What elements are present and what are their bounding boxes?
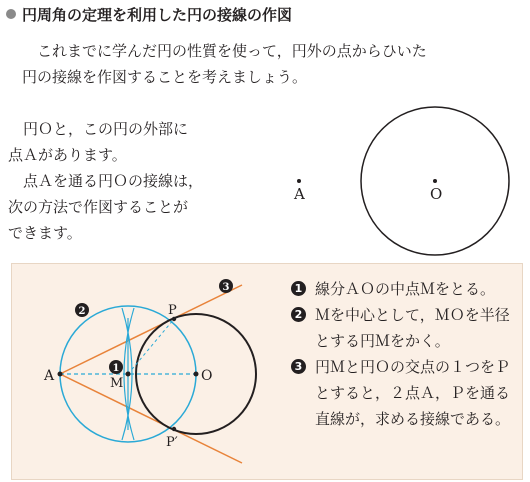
step-2-text: Ｍを中心として，ＭＯを半径とする円Ｍをかく。 [315, 306, 510, 350]
step-3-number: 3 [291, 359, 306, 374]
step-2-number: 2 [291, 307, 306, 322]
point-p-prime [172, 427, 176, 431]
steps-list [291, 276, 519, 432]
marker-1-text: 1 [112, 363, 120, 374]
label-p: P [168, 303, 177, 318]
point-a-dot [297, 179, 301, 183]
heading-text: 円周角の定理を利用した円の接線の作図 [22, 6, 293, 24]
radius-mp [128, 319, 174, 374]
step-1-number: 1 [291, 281, 306, 296]
point-a [58, 372, 63, 377]
step-3 [291, 354, 519, 432]
para-line-4: 次の方法で作図することが [8, 198, 189, 216]
point-m [126, 372, 131, 377]
intro-paragraph [22, 38, 522, 90]
center-o-dot [433, 179, 437, 183]
top-figure [285, 105, 515, 265]
intro-line-2: 円の接線を作図することを考えましょう。 [22, 68, 308, 86]
step-2 [291, 302, 519, 354]
label-p-prime: P′ [166, 435, 178, 450]
para-line-5: できます。 [8, 224, 82, 242]
bullet-icon [6, 9, 16, 19]
marker-2-text: 2 [78, 306, 86, 317]
section-heading [6, 4, 292, 25]
label-m: M [110, 376, 124, 391]
point-o [194, 372, 199, 377]
tangent-line-p [60, 285, 242, 374]
step-3-text: 円Ｍと円Ｏの交点の１つをＰとすると，２点Ａ，Ｐを通る直線が，求める接線である。 [315, 358, 511, 428]
step-1-text: 線分ＡＯの中点Ｍをとる。 [315, 280, 496, 298]
step-1 [291, 276, 519, 302]
intro-line-1: これまでに学んだ円の性質を使って，円外の点からひいた [37, 42, 427, 60]
para-line-1: 円Ｏと，この円の外部に [23, 120, 189, 138]
problem-paragraph [8, 116, 208, 246]
marker-3-text: 3 [222, 282, 230, 293]
tangent-line-p-prime [60, 374, 242, 463]
top-label-a: A [294, 185, 305, 203]
label-a: A [44, 368, 55, 384]
para-line-2: 点Ａがあります。 [8, 146, 127, 164]
label-o: O [201, 368, 213, 384]
construction-figure [30, 270, 292, 470]
top-label-o: O [430, 185, 443, 203]
para-line-3: 点Ａを通る円Ｏの接線は， [23, 172, 204, 190]
